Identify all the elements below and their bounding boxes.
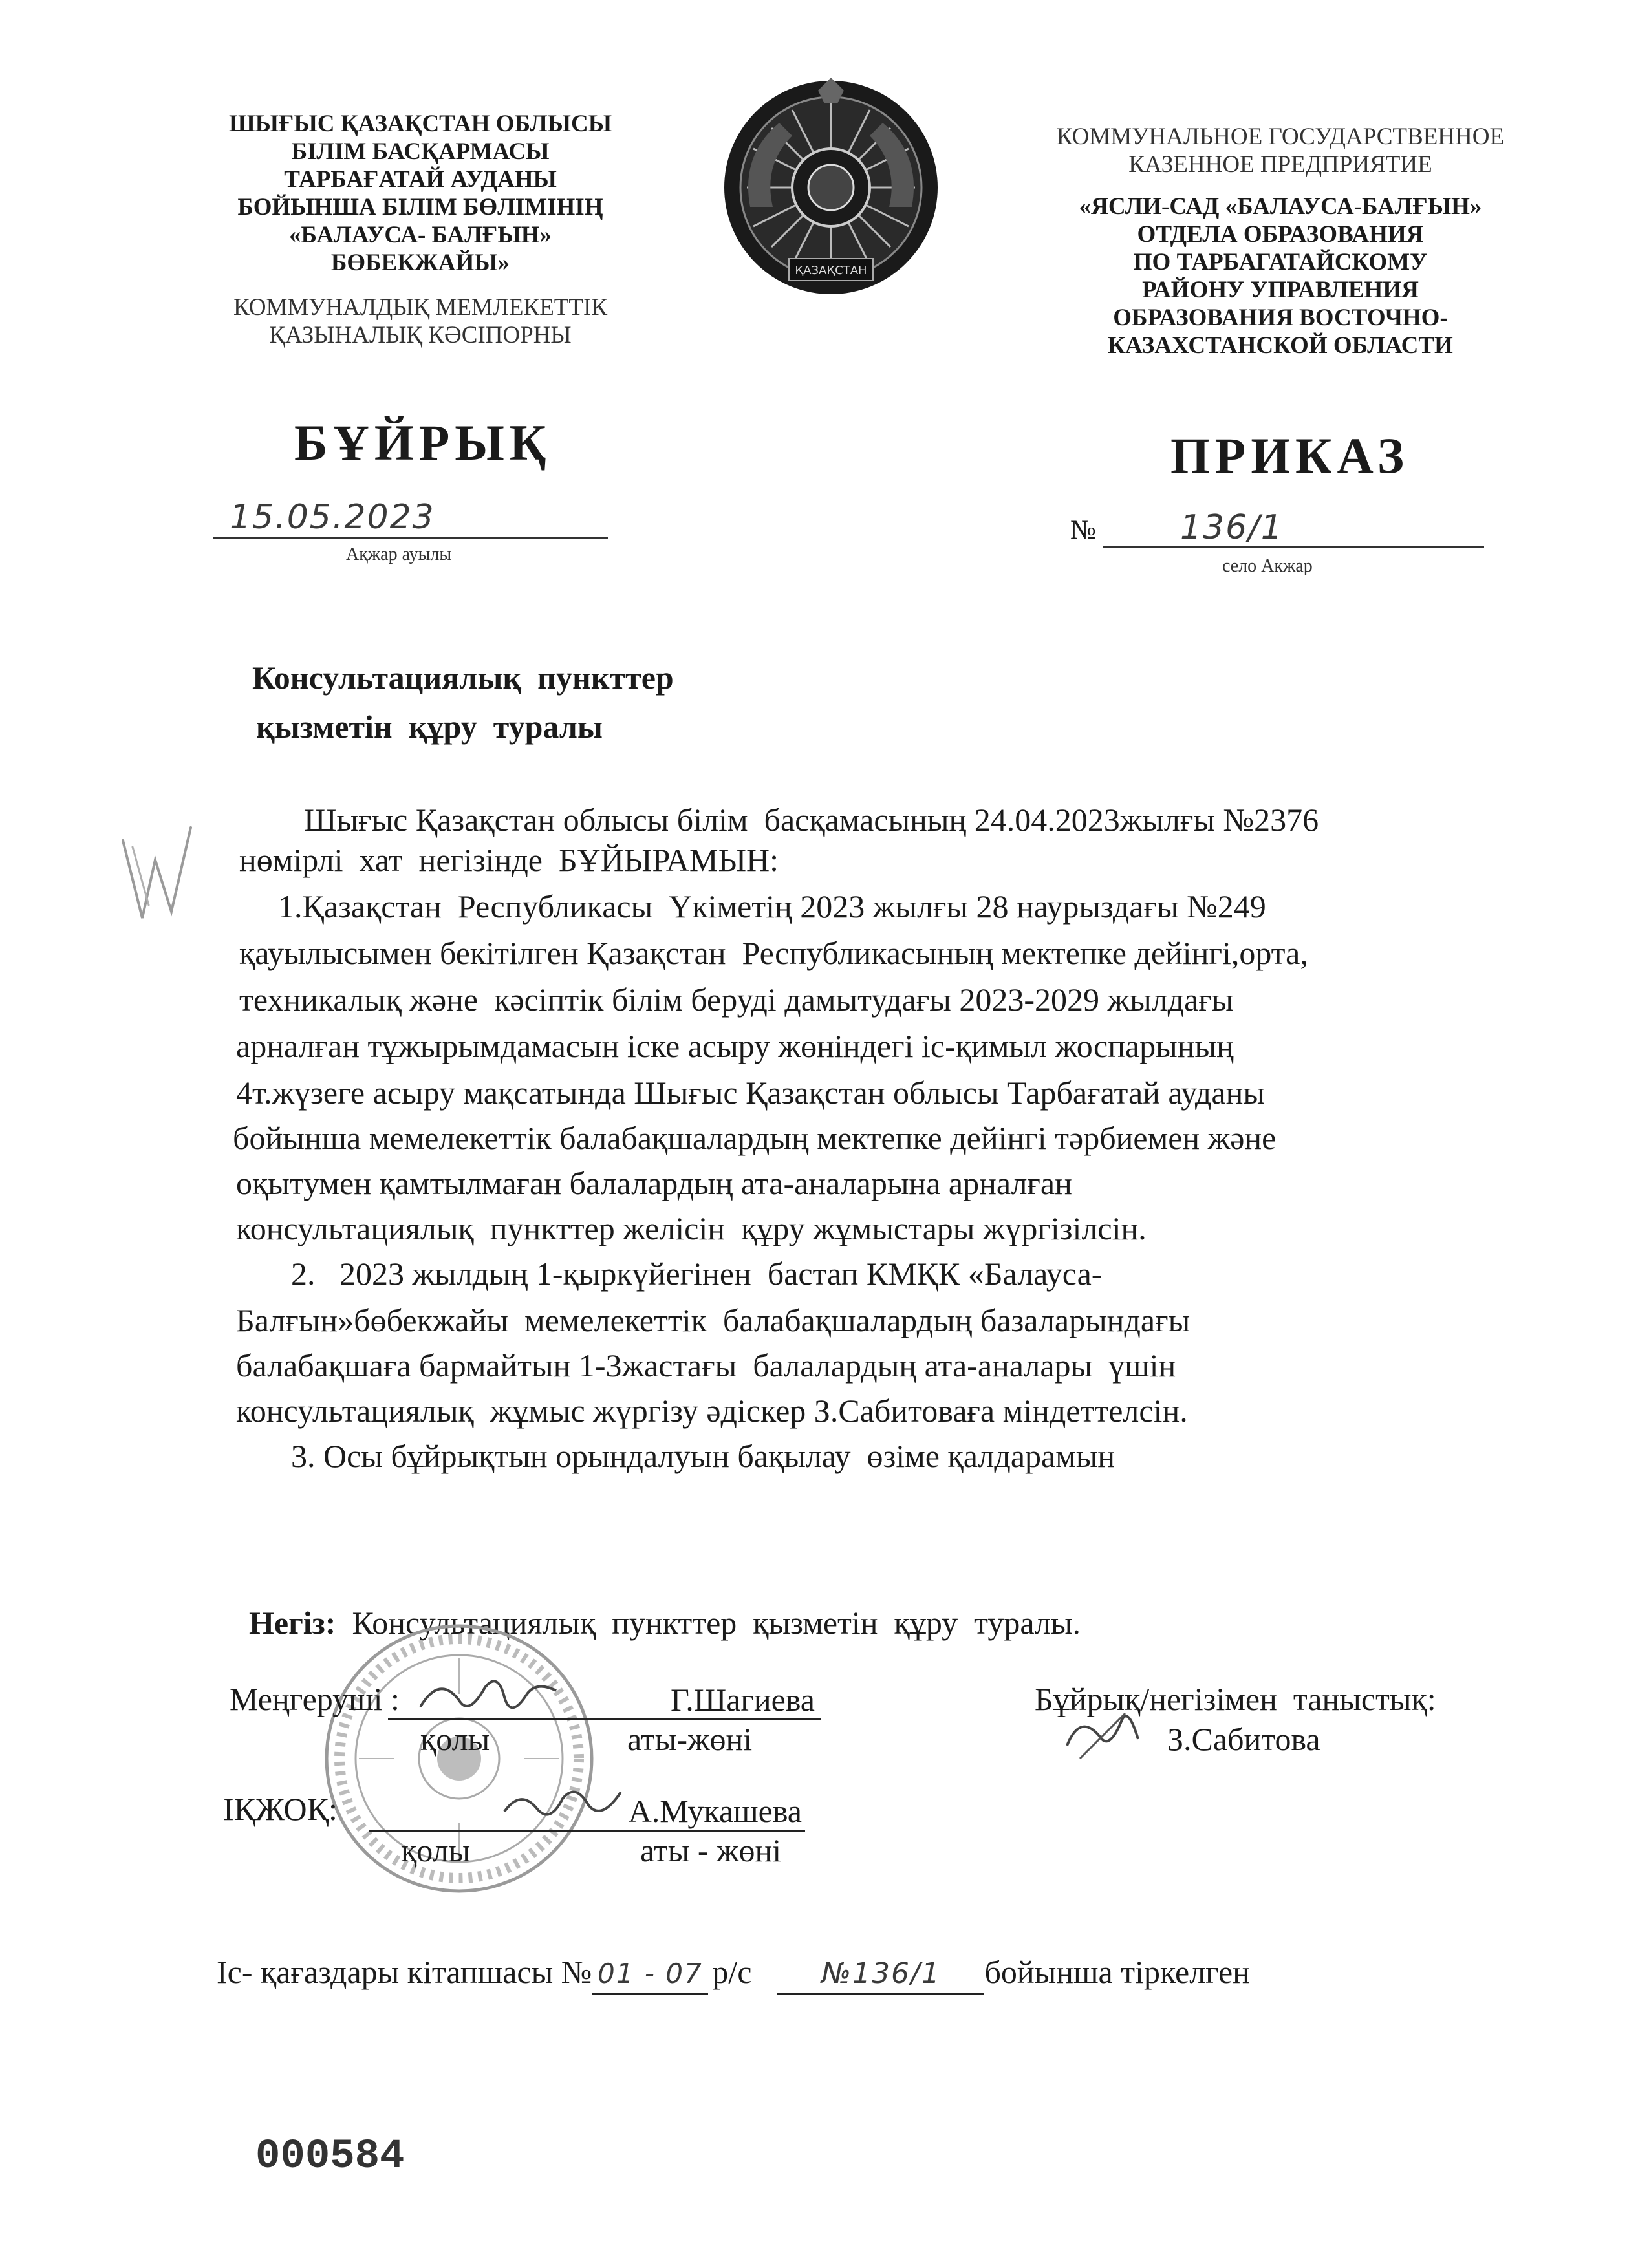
head-signature-line — [388, 1681, 821, 1720]
serial-number: 000584 — [255, 2134, 405, 2180]
acquainted-label: Бұйрық/негізімен таныстық: — [1035, 1681, 1436, 1717]
body-line: консультациялық жұмыс жүргізу әдіскер З.Сабитоваға міндеттелсін. — [236, 1393, 1188, 1429]
handwritten-signature-icon — [414, 1668, 563, 1726]
basis-label: Негіз: — [249, 1605, 336, 1641]
date-handwritten: 15.05.2023 — [230, 498, 435, 537]
body-line: арналған тұжырымдамасын іске асыру жөніндегі іс-қимыл жоспарының — [236, 1028, 1234, 1064]
body-line: 4т.жүзеге асыру мақсатында Шығыс Қазақстан облысы Тарбағатай ауданы — [236, 1075, 1265, 1111]
ikzhok-name-caption: аты - жөні — [640, 1832, 782, 1868]
doc-type-ru: ПРИКАЗ — [1170, 427, 1410, 484]
org-kk-line: ТАРБАҒАТАЙ АУДАНЫ — [284, 166, 557, 193]
org-kk-line: БОЙЫНША БІЛІМ БӨЛІМІНІҢ — [237, 194, 603, 220]
registry-reg-no: №136/1 — [777, 1954, 984, 1995]
ikzhok-name: А.Мукашева — [628, 1793, 802, 1829]
registry-line — [217, 1952, 1394, 1995]
body-line: 1.Қазақстан Республикасы Үкіметің 2023 жылғы 28 наурыздағы №249 — [278, 888, 1266, 925]
org-kk-line: БІЛІМ БАСҚАРМАСЫ — [291, 138, 550, 165]
basis-text: Консультациялық пункттер қызметін құру туралы. — [336, 1605, 1081, 1641]
body-line: нөмірлі хат негізінде БҰЙЫРАМЫН: — [239, 842, 779, 878]
body-line: 3. Осы бұйрықтын орындалуын бақылау өзіме қалдарамын — [291, 1438, 1116, 1474]
head-sign-caption: қолы — [420, 1721, 490, 1757]
org-kk-line: ШЫҒЫС ҚАЗАҚСТАН ОБЛЫСЫ — [228, 111, 612, 137]
body-line: техникалық және кәсіптік білім беруді дамытудағы 2023-2029 жылдағы — [239, 981, 1234, 1018]
registry-prefix: Іс- қағаздары кітапшасы № — [217, 1954, 592, 1990]
org-ru-type-line: КОММУНАЛЬНОЕ ГОСУДАРСТВЕННОЕ — [1056, 123, 1505, 150]
org-kk-type-line: КОММУНАЛДЫҚ МЕМЛЕКЕТТІК — [233, 294, 608, 321]
org-ru-line: КАЗАХСТАНСКОЙ ОБЛАСТИ — [1108, 332, 1453, 359]
acquainted-name: З.Сабитова — [1167, 1721, 1320, 1757]
doc-type-kk: БҰЙРЫҚ — [294, 414, 552, 471]
head-name: Г.Шагиева — [671, 1682, 815, 1718]
body-line: бойынша мемелекеттік балабақшалардың мектепке дейінгі тәрбиемен және — [233, 1120, 1277, 1156]
number-handwritten: 136/1 — [1180, 508, 1284, 547]
subject-line: қызметін құру туралы — [256, 709, 603, 745]
handwritten-signature-icon — [498, 1776, 627, 1834]
org-ru-line: ОБРАЗОВАНИЯ ВОСТОЧНО- — [1113, 305, 1448, 331]
body-line: оқытумен қамтылмаған балалардың ата-аналарына арналған — [236, 1165, 1072, 1201]
registry-mid: р/с — [712, 1954, 752, 1990]
head-label: Меңгеруші : — [230, 1681, 400, 1717]
body-line: Балғын»бөбекжайы мемелекеттік балабақшалардың базаларындағы — [236, 1302, 1191, 1338]
place-kk: Ақжар ауылы — [346, 544, 452, 564]
org-kk-line: БӨБЕКЖАЙЫ» — [330, 250, 510, 276]
registry-suffix: бойынша тіркелген — [984, 1954, 1250, 1990]
org-ru-line: ПО ТАРБАГАТАЙСКОМУ — [1133, 249, 1428, 275]
org-ru-line: «ЯСЛИ-САД «БАЛАУСА-БАЛҒЫН» — [1079, 193, 1482, 220]
number-label: № — [1070, 515, 1097, 545]
org-ru-line: ОТДЕЛА ОБРАЗОВАНИЯ — [1137, 221, 1424, 248]
body-line: Шығыс Қазақстан облысы білім басқамасының 24.04.2023жылғы №2376 — [304, 802, 1319, 838]
body-line: консультациялық пункттер желісін құру жұмыстары жүргізілсін. — [236, 1210, 1147, 1246]
org-ru-line: РАЙОНУ УПРАВЛЕНИЯ — [1142, 277, 1419, 303]
registry-book-no: 01 - 07 — [592, 1954, 708, 1995]
head-name-caption: аты-жөні — [627, 1721, 753, 1757]
subject-line: Консультациялық пункттер — [252, 659, 674, 696]
org-kk-type-line: ҚАЗЫНАЛЫҚ КӘСІПОРНЫ — [269, 322, 572, 348]
body-line: балабақшаға бармайтын 1-3жастағы балалардың ата-аналары үшін — [236, 1347, 1176, 1384]
org-kk-line: «БАЛАУСА- БАЛҒЫН» — [289, 222, 552, 248]
ikzhok-sign-caption: қолы — [401, 1832, 471, 1868]
body-line: 2. 2023 жылдың 1-қыркүйегінен бастап КМҚК «Балауса- — [291, 1256, 1103, 1292]
emblem-text: ҚАЗАҚСТАН — [795, 264, 867, 277]
ikzhok-signature-line — [369, 1792, 805, 1832]
body-line: қауылысымен бекітілген Қазақстан Республикасының мектепке дейінгі,орта, — [239, 935, 1308, 971]
org-ru-type-line: КАЗЕННОЕ ПРЕДПРИЯТИЕ — [1128, 151, 1432, 178]
acquainted-signature-icon — [1061, 1700, 1151, 1768]
ikzhok-label: ІҚЖОҚ: — [223, 1791, 338, 1827]
place-ru: село Акжар — [1222, 556, 1313, 576]
